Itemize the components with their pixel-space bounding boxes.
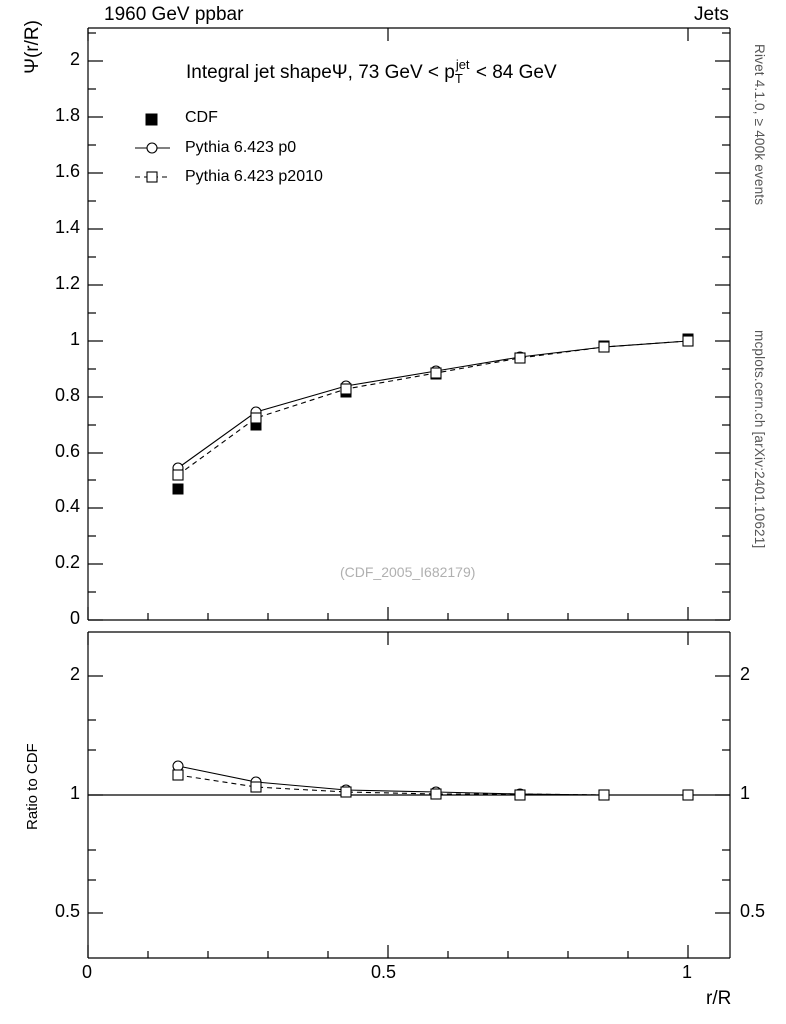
legend-markers — [135, 114, 170, 182]
chart-title — [186, 57, 563, 86]
legend-item-pythia-p0: Pythia 6.423 p0 — [185, 139, 297, 156]
series-pythia-p0-curve — [178, 341, 688, 468]
ytick-main-06: 0.6 — [54, 441, 80, 461]
legend-item-cdf: CDF — [185, 109, 218, 126]
ytick-main-04: 0.4 — [54, 496, 80, 516]
side-note-mcplots: mcplots.cern.ch [arXiv:2401.10621] — [752, 330, 767, 549]
ytick-main-2: 2 — [69, 49, 80, 69]
chart-title-psi: Ψ — [331, 62, 348, 83]
y-axis-label-main-text: Ψ(r/R) — [21, 20, 43, 74]
ytick-main-12: 1.2 — [54, 273, 80, 293]
xtick-1: 1 — [682, 962, 693, 982]
side-note-rivet: Rivet 4.1.0, ≥ 400k events — [752, 44, 767, 206]
chart-title-mid: , 73 GeV < p — [347, 62, 455, 83]
ytick-ratio-2-left: 2 — [69, 664, 80, 684]
series-pythia-p2010-markers — [173, 336, 693, 480]
y-axis-label-ratio-text: Ratio to CDF — [24, 743, 41, 830]
x-axis-label: r/R — [706, 988, 732, 1009]
ytick-ratio-2-right: 2 — [740, 664, 751, 684]
main-x-ticks — [88, 28, 688, 620]
ytick-main-18: 1.8 — [54, 105, 80, 125]
header-left: 1960 GeV ppbar — [104, 4, 244, 25]
header-right: Jets — [694, 4, 729, 25]
chart-title-lead: Integral jet shape — [186, 62, 332, 83]
ytick-main-16: 1.6 — [54, 161, 80, 181]
ytick-main-02: 0.2 — [54, 552, 80, 572]
ytick-ratio-1-right: 1 — [740, 783, 751, 803]
ytick-main-14: 1.4 — [54, 217, 80, 237]
xtick-05: 0.5 — [371, 962, 397, 982]
ytick-main-08: 0.8 — [54, 385, 80, 405]
legend-item-pythia-p2010: Pythia 6.423 p2010 — [185, 168, 323, 185]
chart-title-sup: jet — [455, 57, 470, 72]
ytick-ratio-05-right: 0.5 — [740, 901, 766, 921]
ytick-main-1: 1 — [69, 329, 80, 349]
chart-title-sub: T — [454, 71, 463, 86]
dataset-watermark: (CDF_2005_I682179) — [340, 564, 476, 580]
chart-title-tail: < 84 GeV — [470, 62, 557, 83]
xtick-0: 0 — [82, 962, 93, 982]
series-pythia-p0-markers — [173, 336, 693, 473]
ytick-main-0: 0 — [69, 608, 80, 628]
ytick-ratio-05-left: 0.5 — [54, 901, 80, 921]
ytick-ratio-1-left: 1 — [69, 783, 80, 803]
